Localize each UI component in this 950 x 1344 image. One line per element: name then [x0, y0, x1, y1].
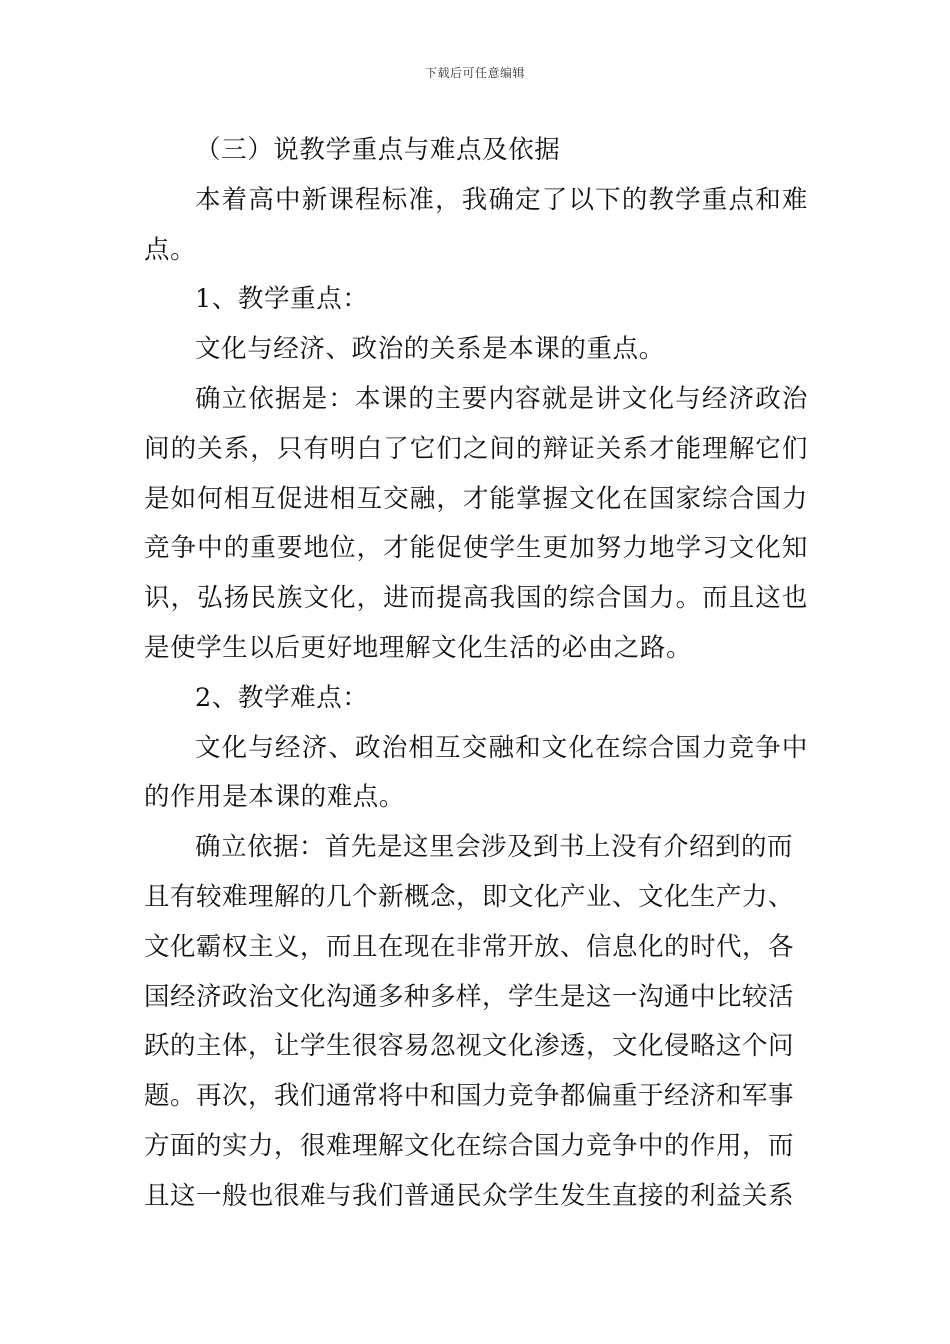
difficulty-text: 文化与经济、政治相互交融和文化在综合国力竞争中的作用是本课的难点。: [144, 732, 808, 813]
intro-paragraph: 本着高中新课程标准，我确定了以下的教学重点和难点。: [144, 184, 808, 265]
key-point-heading: 1、教学重点：: [195, 284, 369, 315]
difficulty-heading: 2、教学难点：: [195, 682, 369, 713]
document-body: [144, 126, 808, 1222]
difficulty-basis: 确立依据：首先是这里会涉及到书上没有介绍到的而且有较难理解的几个新概念，即文化产业、文化生产力、文化霸权主义，而且在现在非常开放、信息化的时代，各国经济政治文化沟通多种多样，学生是这一沟通中比较活跃的主体，让学生很容易忽视文化渗透，文化侵略这个问题。再次，我们通常将中和国力竞争都偏重于经济和军事方面的实力，很难理解文化在综合国力竞争中的作用，而且这一般也很难与我们普通民众学生发生直接的利益关系: [144, 832, 795, 1211]
header-note: 下载后可任意编辑: [424, 66, 525, 80]
section-heading: （三）说教学重点与难点及依据: [195, 135, 561, 165]
key-point-basis: 确立依据是：本课的主要内容就是讲文化与经济政治间的关系，只有明白了它们之间的辩证关系才能理解它们是如何相互促进相互交融，才能掌握文化在国家综合国力竞争中的重要地位，才能促使学生更加努力地学习文化知识，弘扬民族文化，进而提高我国的综合国力。而且这也是使学生以后更好地理解文化生活的必由之路。: [144, 383, 808, 663]
key-point-text: 文化与经济、政治的关系是本课的重点。: [195, 334, 665, 365]
